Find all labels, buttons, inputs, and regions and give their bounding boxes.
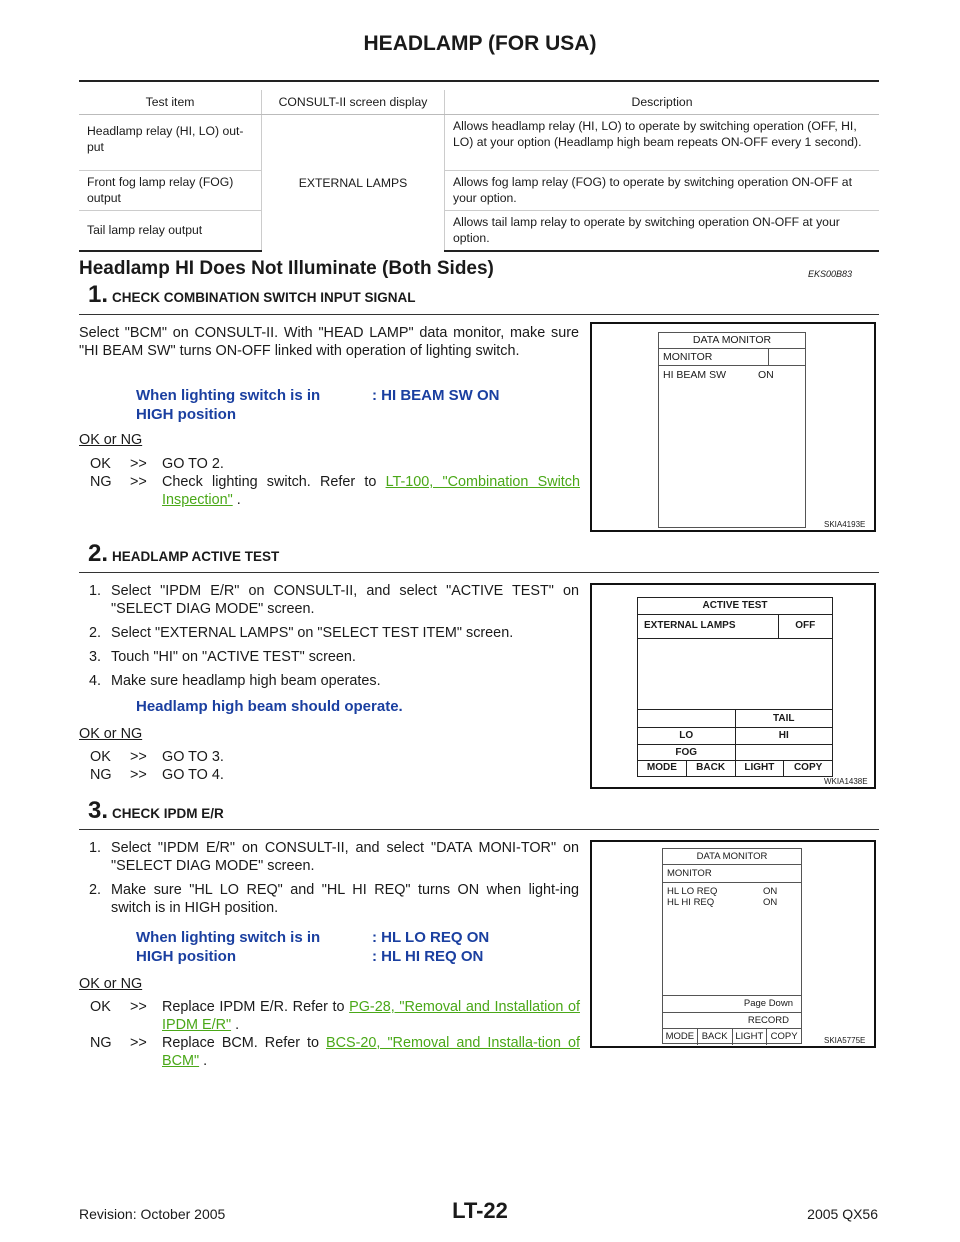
footer-page-number: LT-22 xyxy=(452,1198,508,1223)
description-cell: Allows fog lamp relay (FOG) to operate by switching operation ON-OFF at your option. xyxy=(445,171,880,211)
column-header: Test item xyxy=(79,90,262,115)
figure-code: SKIA5775E xyxy=(824,1036,866,1045)
back-button[interactable]: BACK xyxy=(686,760,735,776)
list-item xyxy=(79,624,579,642)
test-item: EXTERNAL LAMPS xyxy=(638,614,779,638)
monitor-item: HL LO REQ xyxy=(667,886,718,897)
step-2-results xyxy=(90,748,580,784)
ok-label: OK xyxy=(90,999,111,1015)
mode-buttons-row xyxy=(638,760,832,776)
monitor-item-row xyxy=(663,897,801,908)
item-number: 2. xyxy=(89,882,102,898)
step-1-heading xyxy=(88,281,416,309)
step-title: HEADLAMP ACTIVE TEST xyxy=(112,549,280,564)
table-row xyxy=(79,171,879,211)
item-number: 1. xyxy=(89,840,102,856)
ng-label: NG xyxy=(90,767,112,783)
ng-label: NG xyxy=(90,1035,112,1051)
ok-or-ng-label: OK or NG xyxy=(79,726,143,742)
screen-title: ACTIVE TEST xyxy=(702,600,768,611)
step-number: 3. xyxy=(88,797,109,824)
mode-button[interactable]: MODE xyxy=(646,762,677,773)
step-1-results xyxy=(90,455,580,509)
table-row xyxy=(79,211,879,251)
arrow: >> xyxy=(130,749,147,765)
item-number: 3. xyxy=(89,649,102,665)
test-item-cell: Headlamp relay (HI, LO) out-put xyxy=(79,115,262,171)
active-test-screen xyxy=(637,597,833,777)
step-3-heading xyxy=(88,797,224,825)
ng-tail: . xyxy=(232,492,241,508)
page-down-button[interactable]: Page Down xyxy=(663,995,801,1012)
hi-button[interactable]: HI xyxy=(735,727,833,744)
condition-value: : HL HI REQ ON xyxy=(372,948,484,965)
figure-data-monitor-hl-req xyxy=(590,840,876,1048)
copy-button[interactable]: COPY xyxy=(783,760,832,776)
table-row xyxy=(79,115,879,171)
mode-buttons-row xyxy=(663,1028,801,1045)
condition-key: HIGH position xyxy=(136,948,236,965)
ng-text: GO TO 4. xyxy=(162,767,224,783)
page-title: HEADLAMP (FOR USA) xyxy=(363,32,597,55)
bcs-20-link[interactable]: BCS-20, "Removal and Installa-tion of BCM" xyxy=(162,1035,580,1069)
screen-title: DATA MONITOR xyxy=(659,333,805,349)
figure-data-monitor-hi-beam xyxy=(590,322,876,532)
step-3-list xyxy=(79,839,579,923)
record-button[interactable]: RECORD xyxy=(663,1012,801,1029)
condition-key: When lighting switch is in xyxy=(136,929,321,946)
figure-active-test xyxy=(590,583,876,789)
step-3-results xyxy=(90,998,580,1070)
step-1-condition xyxy=(136,386,500,424)
item-text: Select "IPDM E/R" on CONSULT-II, and select "DATA MONI-TOR" on "SELECT DIAG MODE" screen. xyxy=(111,840,579,874)
ok-result xyxy=(90,998,580,1034)
ng-result xyxy=(90,1034,580,1070)
ng-result xyxy=(90,766,580,784)
step-2-condition: Headlamp high beam should operate. xyxy=(136,698,403,715)
step-rule xyxy=(79,829,879,830)
step-title: CHECK COMBINATION SWITCH INPUT SIGNAL xyxy=(112,290,416,305)
condition-key: HIGH position xyxy=(136,406,236,423)
light-button[interactable]: LIGHT xyxy=(735,760,784,776)
arrow: >> xyxy=(130,999,147,1015)
ok-tail: . xyxy=(231,1017,240,1033)
monitor-value: ON xyxy=(763,897,778,908)
test-item-cell: Tail lamp relay output xyxy=(79,211,262,251)
description-cell: Allows headlamp relay (HI, LO) to operate by switching operation (OFF, HI, LO) at your option (Headlamp high beam repeats ON-OFF every 1 second). xyxy=(445,115,880,171)
title-rule xyxy=(79,80,879,82)
condition-key: When lighting switch is in xyxy=(136,387,321,404)
item-text: Make sure headlamp high beam operates. xyxy=(111,673,381,689)
description-cell: Allows tail lamp relay to operate by switching operation ON-OFF at your option. xyxy=(445,211,880,251)
ok-text: GO TO 2. xyxy=(162,456,224,472)
mode-button[interactable]: MODE xyxy=(665,1031,695,1042)
item-number: 2. xyxy=(89,625,102,641)
ng-tail: . xyxy=(199,1053,208,1069)
footer-revision: Revision: October 2005 xyxy=(79,1206,226,1222)
item-text: Select "IPDM E/R" on CONSULT-II, and select "ACTIVE TEST" on "SELECT DIAG MODE" screen. xyxy=(111,583,579,617)
arrow: >> xyxy=(130,456,147,472)
item-number: 4. xyxy=(89,673,102,689)
list-item xyxy=(79,881,579,917)
list-item xyxy=(79,648,579,666)
column-header: Description xyxy=(445,90,880,115)
tail-row xyxy=(638,709,832,728)
arrow: >> xyxy=(130,767,147,783)
tail-button[interactable]: TAIL xyxy=(735,710,833,727)
monitor-item-row xyxy=(659,366,805,384)
lt-100-link[interactable]: LT-100, "Combination Switch Inspection" xyxy=(162,474,580,508)
monitor-row xyxy=(659,349,805,366)
monitor-item: HI BEAM SW xyxy=(663,369,727,381)
step-1-text: Select "BCM" on CONSULT-II. With "HEAD LAMP" data monitor, make sure "HI BEAM SW" turns ON-OFF linked with operation of lighting switch. xyxy=(79,325,579,359)
ok-text: Replace IPDM E/R. Refer to xyxy=(162,999,350,1015)
ok-result xyxy=(90,455,580,473)
external-lamps-row xyxy=(638,614,832,639)
consult-screen xyxy=(662,848,802,1044)
table-header-row xyxy=(79,90,879,115)
active-test-title-row xyxy=(638,598,832,615)
footer-model: 2005 QX56 xyxy=(807,1206,878,1222)
step-title: CHECK IPDM E/R xyxy=(112,806,224,821)
section-code: EKS00B83 xyxy=(808,269,853,279)
step-2-heading xyxy=(88,540,279,568)
ok-or-ng-label: OK or NG xyxy=(79,432,143,448)
condition-value: : HL LO REQ ON xyxy=(372,929,490,946)
light-button[interactable]: LIGHT xyxy=(732,1029,767,1045)
consult-screen xyxy=(658,332,806,528)
list-item xyxy=(79,839,579,875)
test-value: OFF xyxy=(795,620,816,631)
step-number: 2. xyxy=(88,540,109,567)
list-item xyxy=(79,582,579,618)
fog-button[interactable]: FOG xyxy=(675,747,698,758)
item-text: Select "EXTERNAL LAMPS" on "SELECT TEST ITEM" screen. xyxy=(111,625,514,641)
monitor-label: MONITOR xyxy=(667,868,712,879)
section-heading: Headlamp HI Does Not Illuminate (Both Sides) xyxy=(79,258,494,279)
fog-row xyxy=(638,745,832,761)
item-number: 1. xyxy=(89,583,102,599)
ok-or-ng-label: OK or NG xyxy=(79,976,143,992)
ok-label: OK xyxy=(90,456,111,472)
ok-label: OK xyxy=(90,749,111,765)
screen-display-cell: EXTERNAL LAMPS xyxy=(262,115,445,251)
monitor-value: ON xyxy=(763,886,778,897)
back-button[interactable]: BACK xyxy=(697,1029,732,1045)
lo-hi-row xyxy=(638,727,832,745)
screen-title: DATA MONITOR xyxy=(663,849,801,865)
ng-text: Replace BCM. Refer to xyxy=(162,1035,327,1051)
ok-text: GO TO 3. xyxy=(162,749,224,765)
spec-table xyxy=(79,90,879,252)
step-rule xyxy=(79,314,879,315)
list-item xyxy=(79,672,579,690)
monitor-row xyxy=(663,865,801,883)
step-rule xyxy=(79,572,879,573)
pg-28-link[interactable]: PG-28, "Removal and Installation of IPDM E/R" xyxy=(162,999,580,1033)
ng-text: Check lighting switch. Refer to xyxy=(162,474,386,490)
arrow: >> xyxy=(130,474,147,490)
item-text: Touch "HI" on "ACTIVE TEST" screen. xyxy=(111,649,356,665)
monitor-item: HL HI REQ xyxy=(667,897,715,908)
condition-value: : HI BEAM SW ON xyxy=(372,387,500,404)
monitor-value: ON xyxy=(758,369,774,381)
test-item-cell: Front fog lamp relay (FOG) output xyxy=(79,171,262,211)
item-text: Make sure "HL LO REQ" and "HL HI REQ" turns ON when light-ing switch is in HIGH position. xyxy=(111,882,579,916)
column-header: CONSULT-II screen display xyxy=(262,90,445,115)
monitor-item-row xyxy=(663,883,801,897)
ok-result xyxy=(90,748,580,766)
copy-button[interactable]: COPY xyxy=(766,1029,801,1045)
ng-label: NG xyxy=(90,474,112,490)
step-number: 1. xyxy=(88,281,109,308)
step-3-condition xyxy=(136,928,489,966)
arrow: >> xyxy=(130,1035,147,1051)
figure-code: WKIA1438E xyxy=(824,777,868,786)
lo-button[interactable]: LO xyxy=(679,730,694,741)
figure-code: SKIA4193E xyxy=(824,520,866,529)
step-2-list xyxy=(79,582,579,696)
ng-result xyxy=(90,473,580,509)
monitor-label: MONITOR xyxy=(663,351,713,363)
